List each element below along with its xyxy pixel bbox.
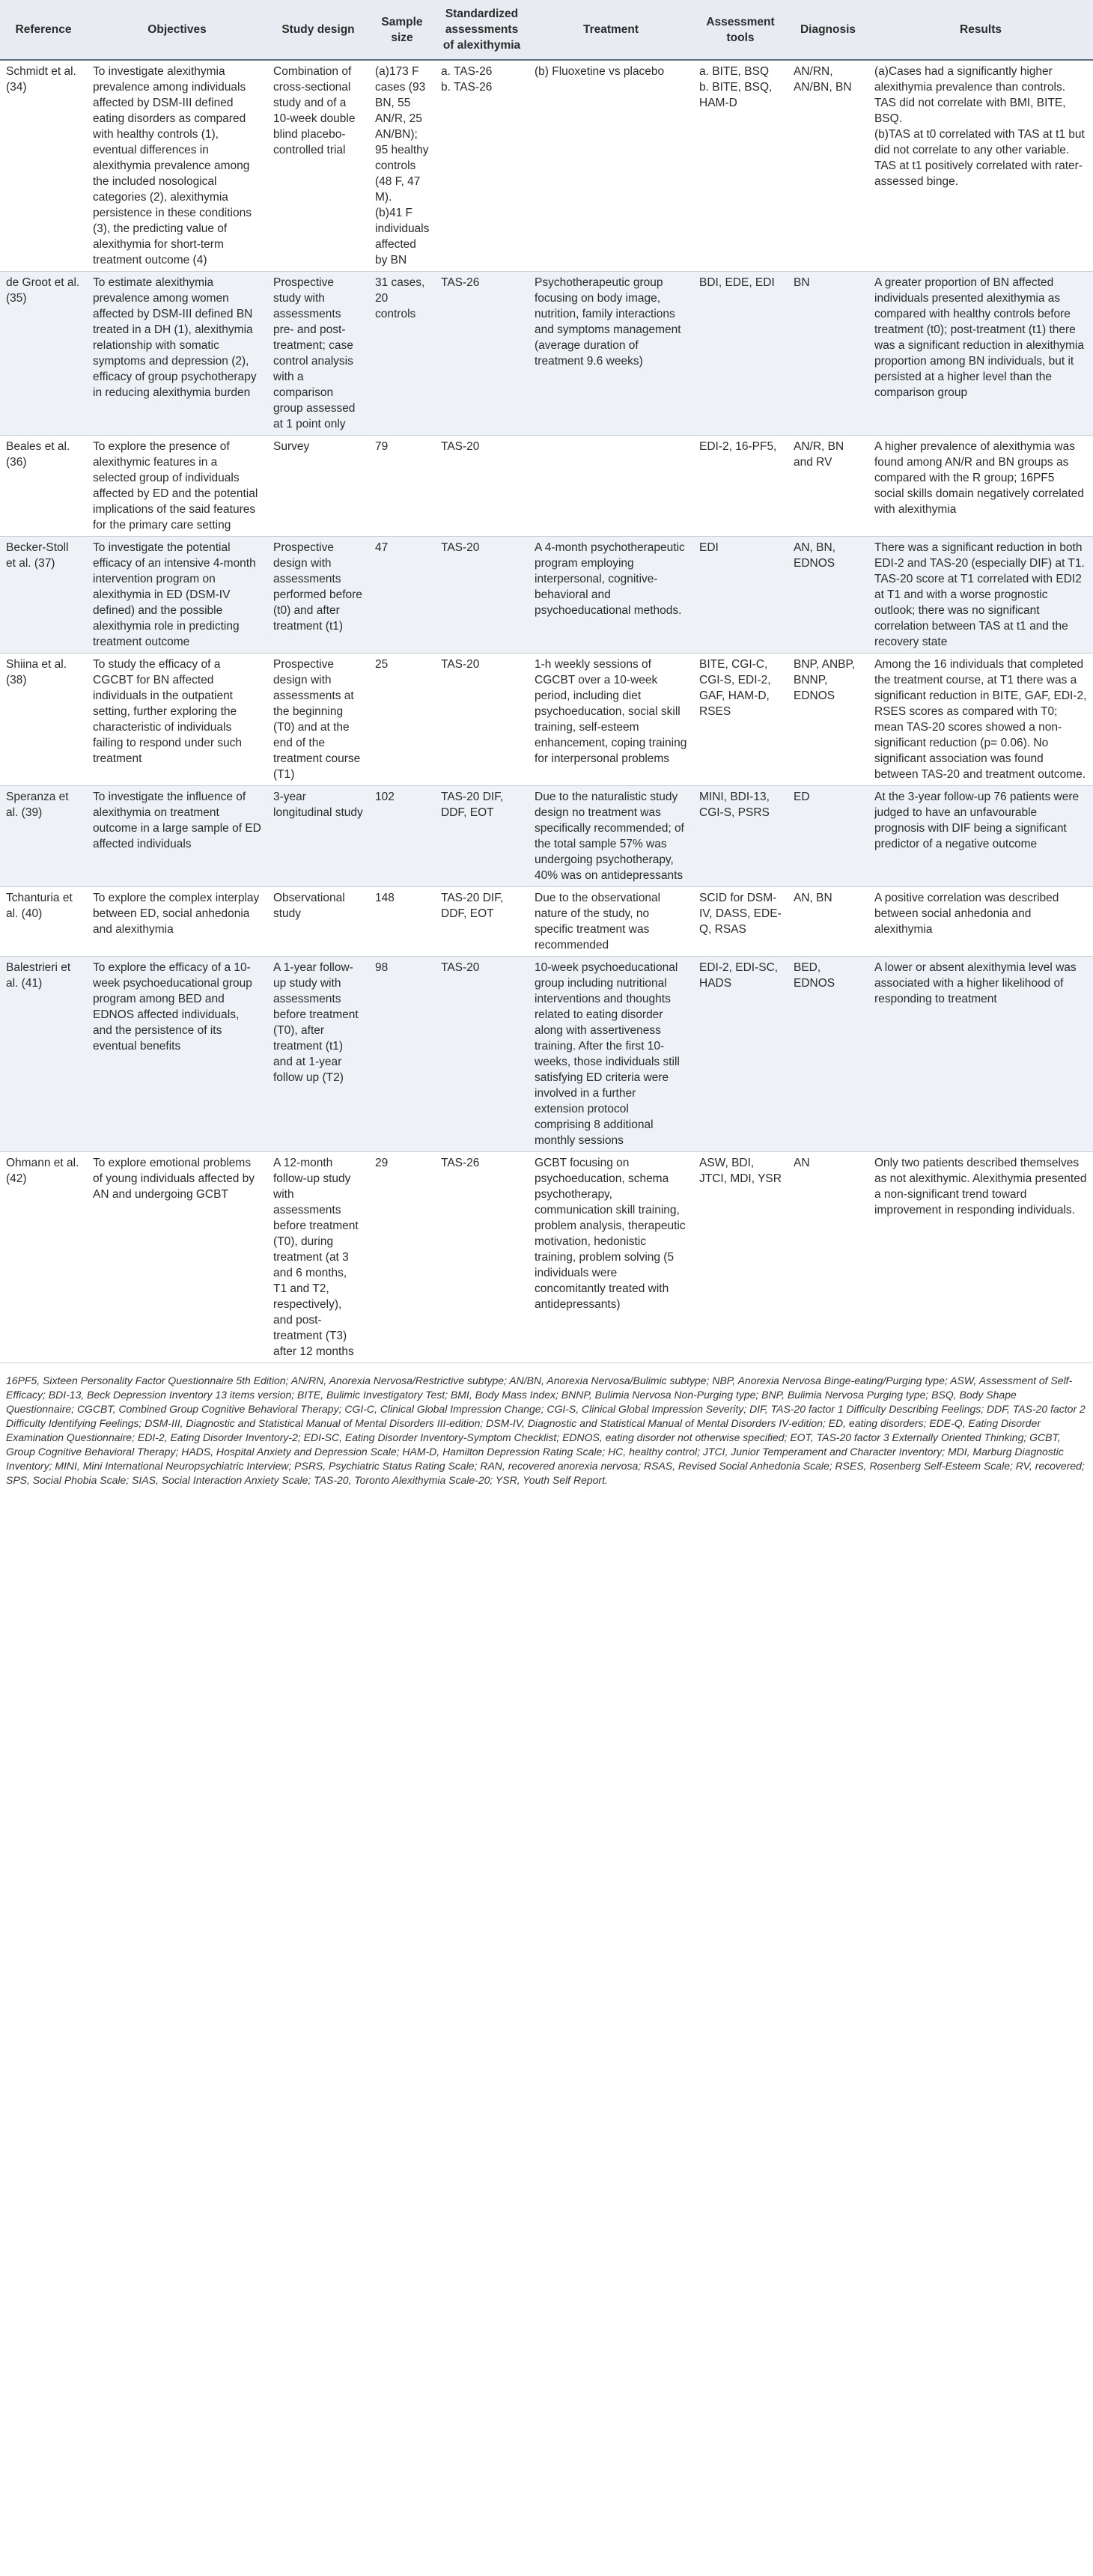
cell-assessment-tools: a. BITE, BSQ b. BITE, BSQ, HAM-D (693, 60, 788, 272)
header-sample-size: Sample size (369, 0, 435, 60)
table-row (0, 537, 1093, 654)
cell-results: A positive correlation was described between social anhedonia and alexithymia (868, 887, 1093, 957)
cell-alexithymia: TAS-20 DIF, DDF, EOT (435, 887, 529, 957)
cell-diagnosis: BED, EDNOS (788, 957, 868, 1152)
cell-treatment: Due to the naturalistic study design no treatment was specifically recommended; of the total sample 57% was undergoing psychotherapy, 40% was on antidepressants (529, 786, 693, 887)
cell-study-design: A 12-month follow-up study with assessments before treatment (T0), during treatment (at 3 and 6 months, T1 and T2, respectively), and post-treatment (T3) after 12 months (267, 1152, 369, 1363)
cell-treatment: A 4-month psychotherapeutic program employing interpersonal, cognitive-behavioral and psychoeducational methods. (529, 537, 693, 654)
cell-alexithymia: TAS-20 (435, 537, 529, 654)
table-row (0, 60, 1093, 272)
cell-treatment: Psychotherapeutic group focusing on body image, nutrition, family interactions and symptoms management (average duration of treatment 9.6 weeks) (529, 272, 693, 436)
cell-sample-size: 98 (369, 957, 435, 1152)
cell-assessment-tools: BDI, EDE, EDI (693, 272, 788, 436)
cell-treatment: 10-week psychoeducational group including nutritional interventions and thoughts related to eating disorder along with assertiveness training. After the first 10-weeks, those individuals still satisfying ED criteria were involved in a further extension protocol comprising 8 additional monthly sessions (529, 957, 693, 1152)
table-row (0, 957, 1093, 1152)
cell-objectives: To investigate alexithymia prevalence among individuals affected by DSM-III defined eating disorders as compared with healthy controls (1), eventual differences in alexithymia prevalence among the included nosological categories (2), alexithymia persistence in these conditions (3), the predicting value of alexithymia for short-term treatment outcome (4) (87, 60, 267, 272)
cell-treatment (529, 436, 693, 537)
cell-alexithymia: TAS-20 (435, 654, 529, 786)
cell-alexithymia: TAS-20 (435, 957, 529, 1152)
cell-results: (a)Cases had a significantly higher alexithymia prevalence than controls. TAS did not correlate with BMI, BITE, BSQ. (b)TAS at t0 correlated with TAS at t1 but did not correlate to any other variable. TAS at t1 positively correlated with rater-assessed binge. (868, 60, 1093, 272)
cell-treatment: Due to the observational nature of the study, no specific treatment was recommended (529, 887, 693, 957)
cell-study-design: Prospective design with assessments at the beginning (T0) and at the end of the treatment course (T1) (267, 654, 369, 786)
header-diagnosis: Diagnosis (788, 0, 868, 60)
cell-alexithymia: a. TAS-26 b. TAS-26 (435, 60, 529, 272)
cell-study-design: A 1-year follow-up study with assessments before treatment (T0), after treatment (t1) and at 1-year follow up (T2) (267, 957, 369, 1152)
cell-diagnosis: AN, BN (788, 887, 868, 957)
cell-diagnosis: AN, BN, EDNOS (788, 537, 868, 654)
cell-sample-size: 25 (369, 654, 435, 786)
cell-results: A greater proportion of BN affected individuals presented alexithymia as compared with healthy controls before treatment (t0); post-treatment (t1) there was a significant reduction in alexithymia proportion among BN individuals, but it persisted at a higher level than the comparison group (868, 272, 1093, 436)
header-results: Results (868, 0, 1093, 60)
cell-reference: Shiina et al. (38) (0, 654, 87, 786)
table-row (0, 272, 1093, 436)
header-objectives: Objectives (87, 0, 267, 60)
cell-alexithymia: TAS-20 (435, 436, 529, 537)
cell-reference: Balestrieri et al. (41) (0, 957, 87, 1152)
cell-reference: Tchanturia et al. (40) (0, 887, 87, 957)
cell-results: There was a significant reduction in both EDI-2 and TAS-20 (especially DIF) at T1. TAS-20 score at T1 correlated with EDI2 at T1 and with a worse prognostic outlook; there was no significant correlation between TAS at t1 and the recovery state (868, 537, 1093, 654)
table-row (0, 786, 1093, 887)
cell-objectives: To explore the efficacy of a 10-week psychoeducational group program among BED and EDNOS affected individuals, and the persistence of its eventual benefits (87, 957, 267, 1152)
table-row (0, 1152, 1093, 1363)
header-assessment-tools: Assessment tools (693, 0, 788, 60)
cell-assessment-tools: EDI-2, 16-PF5, (693, 436, 788, 537)
cell-assessment-tools: EDI (693, 537, 788, 654)
cell-results: Only two patients described themselves as not alexithymic. Alexithymia presented a non-significant trend toward improvement in responding individuals. (868, 1152, 1093, 1363)
cell-objectives: To explore emotional problems of young individuals affected by AN and undergoing GCBT (87, 1152, 267, 1363)
cell-sample-size: 31 cases, 20 controls (369, 272, 435, 436)
cell-study-design: Combination of cross-sectional study and of a 10-week double blind placebo-controlled trial (267, 60, 369, 272)
cell-reference: Beales et al. (36) (0, 436, 87, 537)
cell-study-design: Observational study (267, 887, 369, 957)
cell-sample-size: 29 (369, 1152, 435, 1363)
cell-study-design: Survey (267, 436, 369, 537)
header-reference: Reference (0, 0, 87, 60)
cell-results: A lower or absent alexithymia level was associated with a higher likelihood of responding to treatment (868, 957, 1093, 1152)
cell-objectives: To investigate the potential efficacy of an intensive 4-month intervention program on alexithymia in ED (DSM-IV defined) and the possible alexithymia role in predicting treatment outcome (87, 537, 267, 654)
cell-treatment: (b) Fluoxetine vs placebo (529, 60, 693, 272)
cell-objectives: To estimate alexithymia prevalence among women affected by DSM-III defined BN treated in a DH (1), alexithymia relationship with somatic symptoms and depression (2), efficacy of group psychotherapy in reducing alexithymia burden (87, 272, 267, 436)
cell-alexithymia: TAS-20 DIF, DDF, EOT (435, 786, 529, 887)
cell-reference: Schmidt et al. (34) (0, 60, 87, 272)
header-row (0, 0, 1093, 60)
table-row (0, 436, 1093, 537)
cell-diagnosis: BN (788, 272, 868, 436)
table-body (0, 60, 1093, 1363)
cell-diagnosis: AN (788, 1152, 868, 1363)
cell-treatment: GCBT focusing on psychoeducation, schema psychotherapy, communication skill training, problem analysis, therapeutic motivation, hedonistic training, problem solving (5 individuals were concomitantly treated with antidepressants) (529, 1152, 693, 1363)
cell-sample-size: 102 (369, 786, 435, 887)
table-row (0, 654, 1093, 786)
table-row (0, 887, 1093, 957)
cell-diagnosis: AN/R, BN and RV (788, 436, 868, 537)
cell-objectives: To explore the complex interplay between ED, social anhedonia and alexithymia (87, 887, 267, 957)
cell-reference: Ohmann et al. (42) (0, 1152, 87, 1363)
cell-diagnosis: ED (788, 786, 868, 887)
cell-reference: Speranza et al. (39) (0, 786, 87, 887)
cell-study-design: Prospective design with assessments performed before (t0) and after treatment (t1) (267, 537, 369, 654)
cell-results: Among the 16 individuals that completed the treatment course, at T1 there was a significant reduction in BITE, GAF, EDI-2, RSES scores as compared with T0; mean TAS-20 scores showed a non-significant reduction (p= 0.06). No significant association was found between TAS-20 and treatment outcome. (868, 654, 1093, 786)
cell-study-design: 3-year longitudinal study (267, 786, 369, 887)
header-treatment: Treatment (529, 0, 693, 60)
cell-assessment-tools: SCID for DSM-IV, DASS, EDE-Q, RSAS (693, 887, 788, 957)
cell-diagnosis: AN/RN, AN/BN, BN (788, 60, 868, 272)
table-footnote: 16PF5, Sixteen Personality Factor Questionnaire 5th Edition; AN/RN, Anorexia Nervosa/Restrictive subtype; AN/BN, Anorexia Nervosa/Bulimic subtype; NBP, Anorexia Nervosa Binge-eating/Purging type; ASW, Assessment of Self-Efficacy; BDI-13, Beck Depression Inventory 13 items version; BITE, Bulimic Investigatory Test; BMI, Body Mass Index; BNNP, Bulimia Nervosa Non-Purging type; BNP, Bulimia Nervosa Purging type; BSQ, Body Shape Questionnaire; CGCBT, Combined Group Cognitive Behavioral Therapy; CGI-C, Clinical Global Impression Change; CGI-S, Clinical Global Impression Severity; DIF, TAS-20 factor 1 Difficulty Describing Feelings; DDF, TAS-20 factor 2 Difficulty Identifying Feelings; DSM-III, Diagnostic and Statistical Manual of Mental Disorders III-edition; DSM-IV, Diagnostic and Statistical Manual of Mental Disorders IV-edition; ED, eating disorders; EDE-Q, Eating Disorder Examination Questionnaire; EDI-2, Eating Disorder Inventory-2; EDI-SC, Eating Disorder Inventory-Symptom Checklist; EDNOS, eating disorder not otherwise specified; EOT, TAS-20 factor 3 Externally Oriented Thinking; GCBT, Group Cognitive Behavioral Therapy; HADS, Hospital Anxiety and Depression Scale; HAM-D, Hamilton Depression Rating Scale; HC, healthy control; JTCI, Junior Temperament and Character Inventory; MDI, Marburg Diagnostic Inventory; MINI, Mini International Neuropsychiatric Interview; PSRS, Psychiatric Status Rating Scale; RAN, recovered anorexia nervosa; RSAS, Revised Social Anhedonia Scale; RSES, Rosenberg Self-Esteem Scale; RV, recovered; SPS, Social Phobia Scale; SIAS, Social Interaction Anxiety Scale; TAS-20, Toronto Alexithymia Scale-20; YSR, Youth Self Report. (6, 1374, 1086, 1486)
cell-sample-size: 47 (369, 537, 435, 654)
cell-assessment-tools: EDI-2, EDI-SC, HADS (693, 957, 788, 1152)
cell-sample-size: 148 (369, 887, 435, 957)
cell-objectives: To investigate the influence of alexithymia on treatment outcome in a large sample of ED affected individuals (87, 786, 267, 887)
cell-objectives: To study the efficacy of a CGCBT for BN affected individuals in the outpatient setting, further exploring the characteristic of individuals failing to respond under such treatment (87, 654, 267, 786)
header-study-design: Study design (267, 0, 369, 60)
cell-results: At the 3-year follow-up 76 patients were judged to have an unfavourable prognosis with DIF being a significant predictor of a negative outcome (868, 786, 1093, 887)
cell-alexithymia: TAS-26 (435, 272, 529, 436)
cell-assessment-tools: MINI, BDI-13, CGI-S, PSRS (693, 786, 788, 887)
cell-sample-size: (a)173 F cases (93 BN, 55 AN/R, 25 AN/BN); 95 healthy controls (48 F, 47 M). (b)41 F individuals affected by BN (369, 60, 435, 272)
table-header (0, 0, 1093, 60)
cell-reference: de Groot et al. (35) (0, 272, 87, 436)
cell-assessment-tools: BITE, CGI-C, CGI-S, EDI-2, GAF, HAM-D, RSES (693, 654, 788, 786)
cell-objectives: To explore the presence of alexithymic features in a selected group of individuals affected by ED and the potential implications of the said features for the primary care setting (87, 436, 267, 537)
cell-assessment-tools: ASW, BDI, JTCI, MDI, YSR (693, 1152, 788, 1363)
cell-results: A higher prevalence of alexithymia was found among AN/R and BN groups as compared with the R group; 16PF5 social skills domain negatively correlated with alexithymia (868, 436, 1093, 537)
cell-treatment: 1-h weekly sessions of CGCBT over a 10-week period, including diet psychoeducation, social skill training, self-esteem enhancement, coping training for interpersonal problems (529, 654, 693, 786)
cell-reference: Becker-Stoll et al. (37) (0, 537, 87, 654)
cell-study-design: Prospective study with assessments pre- and post-treatment; case control analysis with a comparison group assessed at 1 point only (267, 272, 369, 436)
cell-diagnosis: BNP, ANBP, BNNP, EDNOS (788, 654, 868, 786)
header-alexithymia-assessments: Standardized assessments of alexithymia (435, 0, 529, 60)
cell-sample-size: 79 (369, 436, 435, 537)
cell-alexithymia: TAS-26 (435, 1152, 529, 1363)
